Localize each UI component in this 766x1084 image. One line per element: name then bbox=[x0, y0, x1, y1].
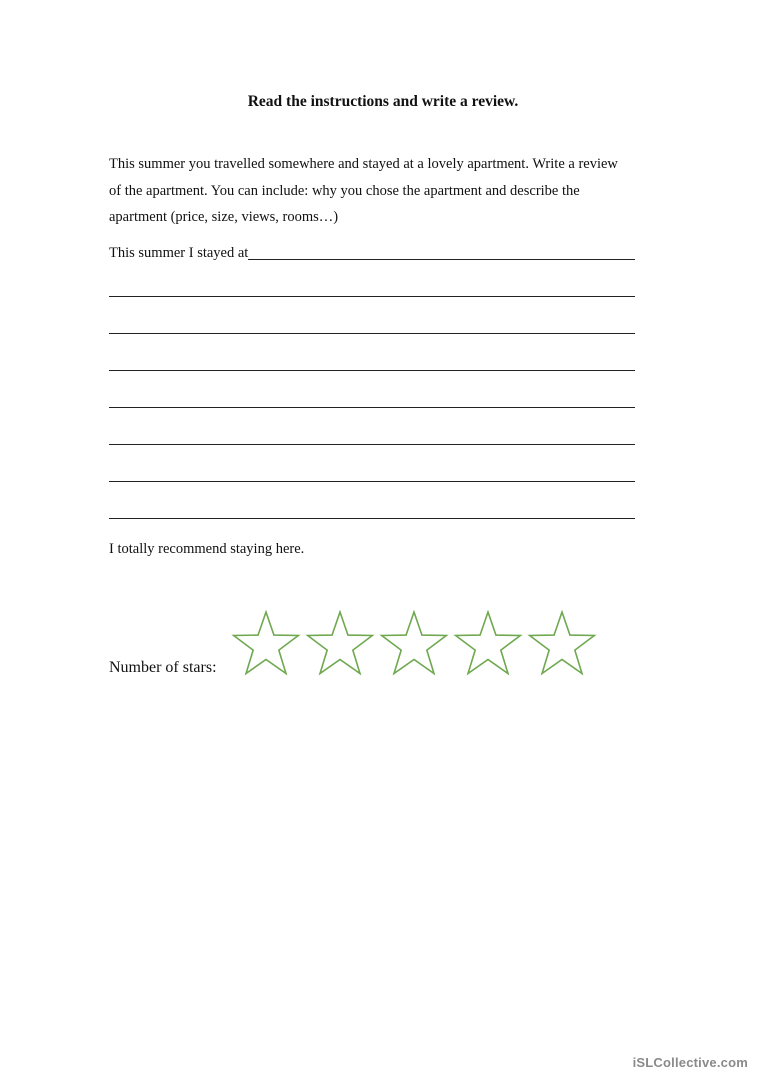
star-icon[interactable] bbox=[308, 612, 373, 674]
star-icon[interactable] bbox=[382, 612, 447, 674]
writing-line[interactable] bbox=[109, 518, 635, 519]
instructions-line-3: apartment (price, size, views, rooms…) bbox=[109, 209, 339, 225]
recommend-sentence: I totally recommend staying here. bbox=[109, 541, 305, 557]
writing-line[interactable] bbox=[109, 296, 635, 297]
writing-line[interactable] bbox=[109, 333, 635, 334]
watermark: iSLCollective.com bbox=[632, 1055, 748, 1070]
writing-line[interactable] bbox=[109, 370, 635, 371]
stars-label: Number of stars: bbox=[109, 659, 217, 676]
worksheet-title: Read the instructions and write a review. bbox=[247, 93, 519, 110]
star-rating[interactable] bbox=[229, 610, 601, 678]
instructions-line-2: of the apartment. You can include: why you chose the apartment and describe the bbox=[109, 182, 580, 199]
star-icon[interactable] bbox=[234, 612, 299, 674]
stayed-prompt-label: This summer I stayed at bbox=[109, 245, 249, 261]
instructions-line-1: This summer you travelled somewhere and stayed at a lovely apartment. Write a review bbox=[109, 156, 618, 172]
stayed-answer-blank[interactable] bbox=[248, 244, 635, 260]
instructions-paragraph bbox=[109, 151, 669, 231]
writing-line[interactable] bbox=[109, 407, 635, 408]
star-icon[interactable] bbox=[456, 612, 521, 674]
writing-lines bbox=[109, 296, 635, 555]
star-icon[interactable] bbox=[530, 612, 595, 674]
writing-line[interactable] bbox=[109, 444, 635, 445]
stayed-prompt-row bbox=[109, 243, 635, 263]
writing-line[interactable] bbox=[109, 481, 635, 482]
